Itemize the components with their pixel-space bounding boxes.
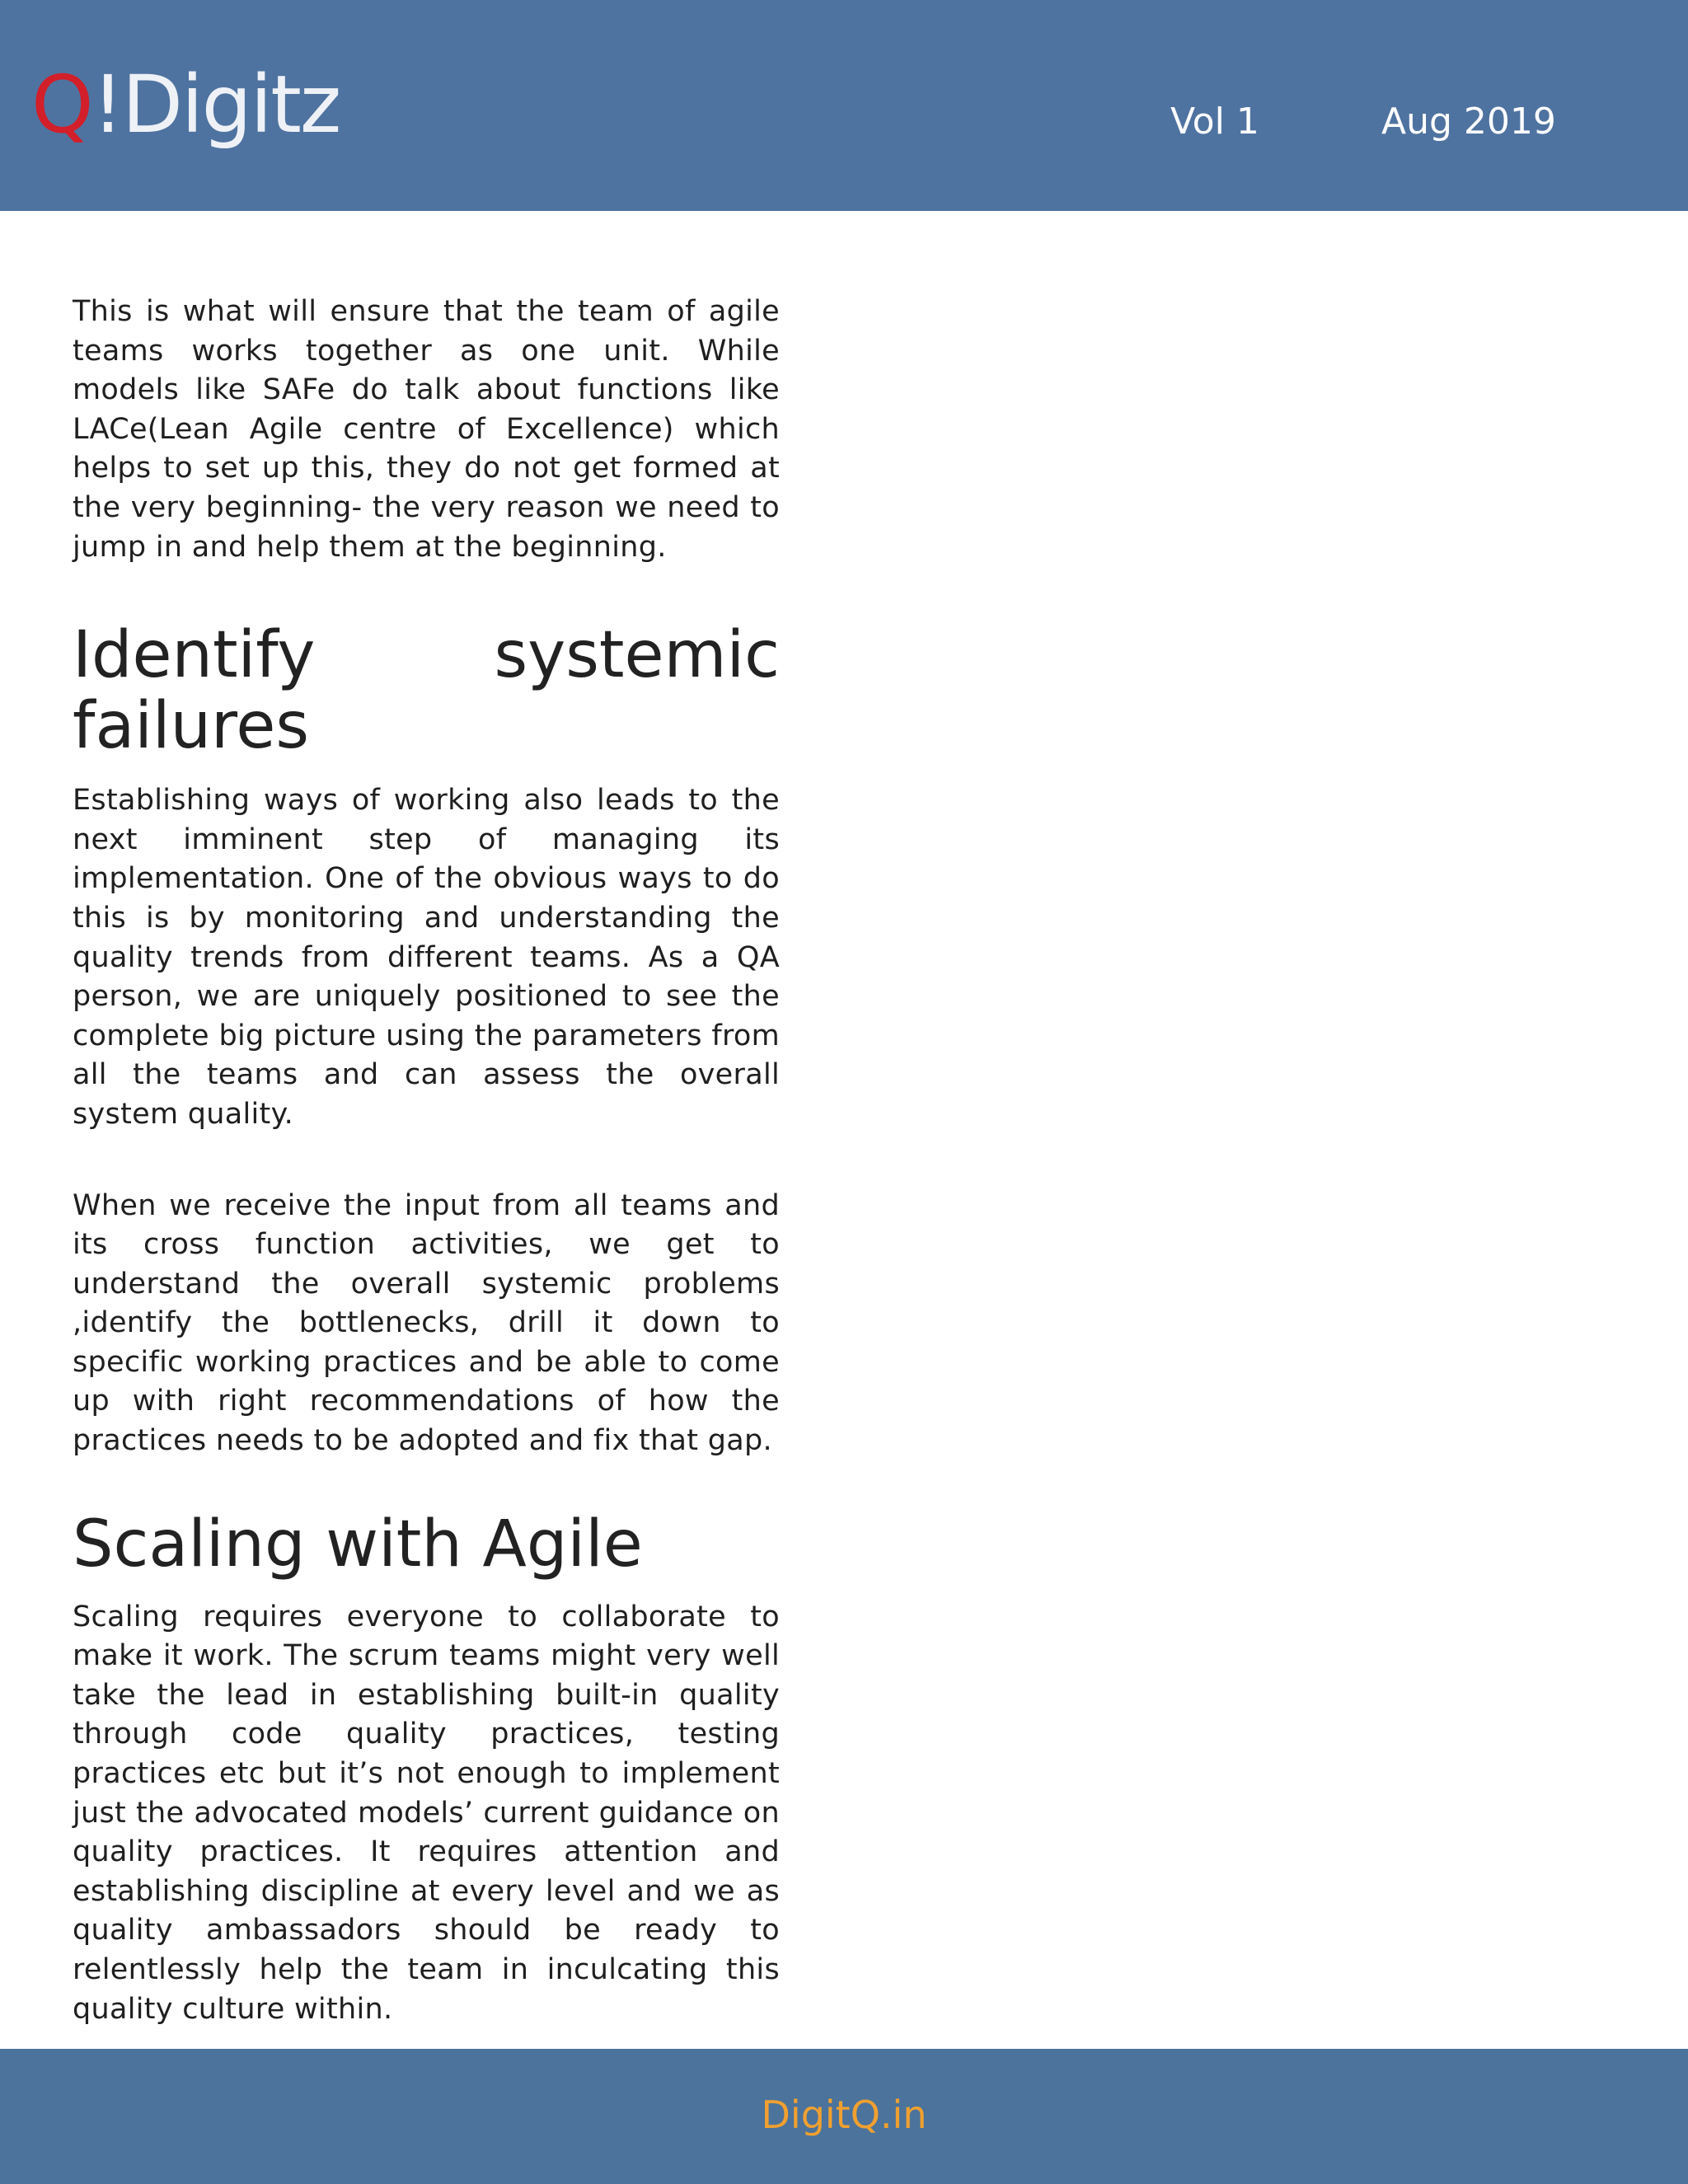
heading-line-2: failures — [73, 689, 310, 764]
heading-line-1: Identify systemic — [73, 618, 780, 693]
section1-paragraph-2: When we receive the input from all teams and its cross function activities, we get to understand the overall systemic problems ,identify the bottlenecks, drill it down to specific working practices and be able to come up with right recommendations of how the practices needs to be adopted and fix that gap. — [73, 1188, 780, 1458]
section-heading-identify-systemic-failures — [73, 620, 780, 762]
section2-paragraph-1: Scaling requires everyone to collaborate to make it work. The scrum teams might very well take the lead in establishing built-in quality through code quality practices, testing practices etc but it’s not enough to implement just the advocated models’ current guidance on quality practices. It requires attention and establishing discipline at every level and we as quality ambassadors should be ready to relentlessly help the team in inculcating this quality culture within. — [73, 1600, 780, 2026]
intro-paragraph: This is what will ensure that the team of agile teams works together as one unit. While models like SAFe do talk about functions like LACe(Lean Agile centre of Excellence) which helps to set up this, they do not get formed at the very beginning- the very reason we need to jump in and help them at the beginning. — [73, 295, 780, 564]
footer-website-link[interactable]: DigitQ.in — [761, 2093, 927, 2137]
issue-date: Aug 2019 — [1381, 101, 1556, 143]
masthead — [0, 0, 1688, 211]
section-heading-scaling-with-agile: Scaling with Agile — [73, 1507, 643, 1582]
footer — [0, 2049, 1688, 2184]
volume-label: Vol 1 — [1170, 101, 1259, 143]
section1-paragraph-1: Establishing ways of working also leads to the next imminent step of managing its implementation. One of the obvious ways to do this is by monitoring and understanding the quality trends from different teams. As a QA person, we are uniquely positioned to see the complete big picture using the parameters from all the teams and can assess the overall system quality. — [73, 784, 780, 1131]
logo[interactable] — [31, 59, 340, 150]
logo-q: Q — [31, 59, 92, 151]
article-column — [73, 293, 780, 2029]
logo-text: !Digitz — [91, 59, 340, 151]
